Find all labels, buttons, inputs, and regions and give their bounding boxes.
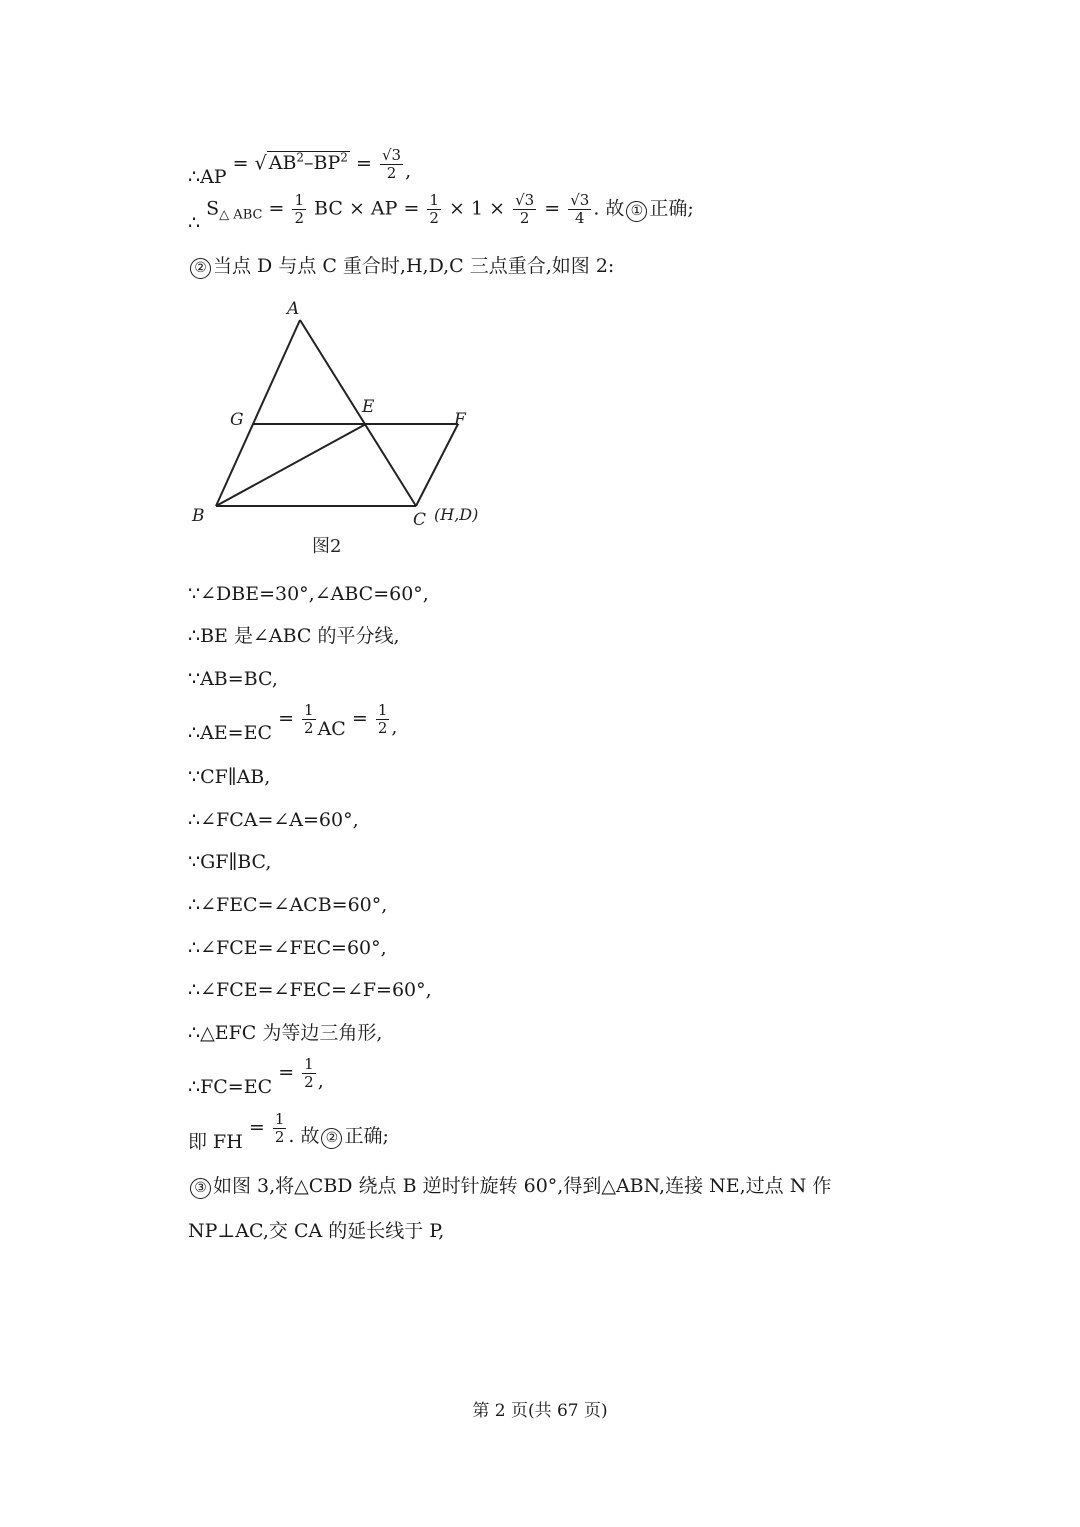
- line-5: ∴BE 是∠ABC 的平分线,: [188, 625, 400, 647]
- text: 当点 D 与点 C 重合时,H,D,C 三点重合,如图 2:: [213, 255, 615, 277]
- equals: =: [351, 707, 368, 730]
- suffix: ,: [317, 1069, 324, 1092]
- equals: =: [278, 707, 294, 730]
- numerator: 1: [377, 701, 388, 719]
- circled-number: ③: [190, 1178, 211, 1199]
- denominator: 2: [274, 1128, 285, 1146]
- segment-cf: [416, 424, 458, 506]
- denominator: 2: [519, 209, 530, 227]
- line-9: ∴∠FCA=∠A=60°,: [188, 809, 359, 831]
- equals: =: [278, 1061, 295, 1084]
- area-subscript: △ ABC: [219, 207, 263, 223]
- radicand-bp: –BP: [304, 152, 341, 175]
- fraction: [513, 192, 536, 227]
- line-14: ∴△EFC 为等边三角形,: [188, 1022, 383, 1044]
- line-6: ∵AB=BC,: [188, 668, 278, 690]
- equals: =: [268, 197, 285, 220]
- fraction: [568, 192, 591, 227]
- fraction: [427, 192, 441, 227]
- label-hd: (H,D): [434, 505, 479, 524]
- page-footer: 第 2 页(共 67 页): [472, 1401, 608, 1421]
- area-symbol: S: [206, 197, 220, 220]
- line-3: [188, 254, 614, 279]
- equals: =: [544, 197, 561, 220]
- fraction: [302, 1056, 316, 1091]
- numerator: √3: [381, 145, 402, 164]
- text: 正确;: [649, 197, 694, 220]
- circled-number: ①: [626, 201, 647, 222]
- text: . 故: [593, 197, 625, 220]
- fraction: [380, 147, 403, 182]
- diagram-lines: [216, 320, 458, 506]
- text-prefix: ∴FC=EC: [188, 1075, 273, 1098]
- text-prefix: ∴AP: [188, 166, 227, 189]
- denominator: 2: [386, 163, 397, 182]
- fraction: [302, 702, 316, 737]
- expression: BC × AP =: [314, 197, 420, 220]
- denominator: 2: [304, 719, 314, 737]
- suffix: ,: [405, 160, 412, 183]
- line-7: [188, 701, 398, 744]
- line-8: ∵CF∥AB,: [188, 766, 271, 788]
- therefore-symbol: ∴: [188, 211, 201, 234]
- numerator-value: 3: [524, 191, 535, 209]
- label-f: F: [454, 410, 466, 430]
- equals: =: [232, 152, 249, 175]
- exponent: 2: [340, 151, 348, 165]
- denominator: 2: [429, 209, 439, 227]
- fraction: [376, 702, 390, 737]
- line-1: [188, 145, 412, 189]
- line-11: ∴∠FEC=∠ACB=60°,: [188, 894, 388, 916]
- line-15: [188, 1055, 324, 1098]
- fraction: [292, 192, 306, 227]
- text: . 故: [288, 1124, 320, 1147]
- label-b: B: [192, 506, 205, 526]
- fraction: [273, 1111, 287, 1146]
- line-13: ∴∠FCE=∠FEC=∠F=60°,: [188, 979, 432, 1001]
- denominator: 2: [377, 719, 388, 737]
- circled-number: ②: [190, 258, 211, 279]
- line-2: [188, 191, 694, 234]
- label-c: C: [413, 510, 427, 530]
- line-10: ∵GF∥BC,: [188, 851, 272, 873]
- label-a: A: [287, 299, 300, 319]
- numerator: 1: [274, 1110, 285, 1128]
- exponent: 2: [296, 151, 305, 165]
- figure-caption: 图2: [312, 536, 342, 557]
- equals: =: [248, 1116, 265, 1139]
- denominator: 4: [574, 209, 585, 227]
- equals: =: [355, 152, 372, 175]
- expression: AC: [317, 717, 346, 740]
- numerator: 1: [304, 1055, 314, 1073]
- segment-ab: [216, 320, 300, 506]
- text: 正确;: [344, 1124, 389, 1147]
- suffix: ,: [391, 715, 398, 738]
- line-12: ∴∠FCE=∠FEC=60°,: [188, 937, 387, 959]
- line-17: [188, 1174, 831, 1199]
- text-prefix: ∴AE=EC: [188, 721, 273, 744]
- radicand-ab: AB: [268, 152, 297, 175]
- segment-ac: [300, 320, 416, 506]
- label-e: E: [362, 397, 375, 417]
- numerator: 1: [429, 191, 439, 209]
- circled-number: ②: [321, 1128, 342, 1149]
- numerator: √3: [515, 191, 535, 209]
- sqrt-expression: √ $AB^2-BP^2$: [254, 151, 348, 175]
- numerator: 1: [294, 191, 304, 209]
- denominator: 2: [294, 209, 304, 227]
- line-4: ∵∠DBE=30°,∠ABC=60°,: [188, 583, 429, 605]
- text: 如图 3,将△CBD 绕点 B 逆时针旋转 60°,得到△ABN,连接 NE,过点 N 作: [213, 1175, 832, 1197]
- expression: × 1 ×: [449, 197, 506, 220]
- numerator: 1: [304, 701, 314, 719]
- denominator: 2: [304, 1073, 314, 1091]
- figure-2: [188, 292, 488, 566]
- label-g: G: [230, 410, 244, 430]
- numerator-value: 3: [391, 145, 402, 164]
- segment-be: [216, 424, 366, 506]
- line-16: [188, 1110, 389, 1153]
- text-prefix: 即 FH: [188, 1130, 243, 1153]
- geometry-diagram: [188, 292, 488, 562]
- numerator: √3: [570, 191, 590, 209]
- line-18: NP⊥AC,交 CA 的延长线于 P,: [188, 1220, 445, 1242]
- numerator-value: 3: [579, 191, 590, 209]
